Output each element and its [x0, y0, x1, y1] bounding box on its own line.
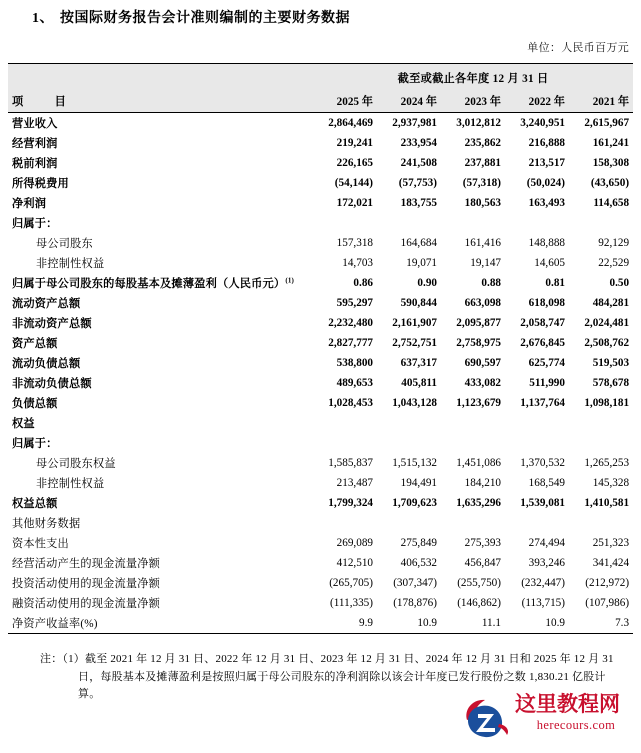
row-value: 161,241 — [592, 137, 630, 149]
row-value: (54,144) — [334, 177, 373, 189]
row-value: 164,684 — [400, 237, 437, 249]
row-value: (307,347) — [393, 577, 437, 589]
row-value: 519,503 — [592, 357, 630, 369]
row-value: 637,317 — [400, 357, 437, 369]
row-value: 184,210 — [464, 477, 501, 489]
table-row — [8, 533, 633, 553]
row-value: 2,864,469 — [328, 117, 373, 129]
row-label: 流动负债总额 — [12, 358, 81, 370]
row-value: 2,758,975 — [456, 337, 501, 349]
row-value: 163,493 — [528, 197, 565, 209]
table-row — [8, 513, 633, 533]
table-body — [8, 113, 633, 634]
table-row — [8, 313, 633, 333]
row-value — [569, 513, 633, 533]
table-row — [8, 193, 633, 213]
row-label: 非流动负债总额 — [12, 378, 92, 390]
table-row — [8, 553, 633, 573]
row-value: 1,635,296 — [456, 497, 501, 509]
row-value: 0.81 — [545, 277, 565, 289]
row-label: 母公司股东 — [36, 238, 93, 250]
row-value: (265,705) — [329, 577, 373, 589]
row-label: 经营活动产生的现金流量净额 — [12, 558, 161, 570]
row-label: 融资活动使用的现金流量净额 — [12, 598, 161, 610]
row-value: 538,800 — [336, 357, 373, 369]
row-value: 168,549 — [528, 477, 565, 489]
page-title — [0, 0, 641, 29]
row-value: (212,972) — [585, 577, 630, 589]
row-value: 663,098 — [464, 297, 501, 309]
row-label: 资本性支出 — [12, 538, 69, 550]
row-value: 22,529 — [598, 257, 630, 269]
row-value: 1,137,764 — [520, 397, 565, 409]
row-label: 非控制性权益 — [36, 258, 105, 270]
row-value — [569, 433, 633, 453]
row-value: 456,847 — [464, 557, 501, 569]
row-value: 578,678 — [592, 377, 630, 389]
row-value: 237,881 — [464, 157, 501, 169]
footnote-content: （1）截至 2021 年 12 月 31 日、2022 年 12 月 31 日、2023 年 12 月 31 日、2024 年 12 月 31 日和 2025 年 12 月 31 日，每股基本及摊薄盈利是按照归属于母公司股东的净利润除以该会计年度已发行股份之数 1,830.21 亿股计算。 — [62, 653, 614, 700]
row-value: 157,318 — [336, 237, 373, 249]
row-value: 172,021 — [336, 197, 373, 209]
column-header-year-2022: 2022 年 — [505, 88, 569, 113]
column-header-year-2024: 2024 年 — [377, 88, 441, 113]
row-value: 2,232,480 — [328, 317, 373, 329]
row-value: 2,161,907 — [392, 317, 437, 329]
row-value: 14,605 — [534, 257, 565, 269]
row-value: 1,539,081 — [520, 497, 565, 509]
row-value: 11.1 — [441, 613, 505, 634]
row-label: 流动资产总额 — [12, 298, 81, 310]
table-row — [8, 213, 633, 233]
table-row — [8, 453, 633, 473]
row-value — [313, 513, 377, 533]
header-blank-cell — [8, 64, 313, 89]
row-value: (50,024) — [526, 177, 565, 189]
row-value: 1,098,181 — [584, 397, 630, 409]
row-value: 3,012,812 — [456, 117, 501, 129]
row-value: 412,510 — [336, 557, 373, 569]
row-value: 511,990 — [529, 377, 565, 389]
row-value: 2,827,777 — [328, 337, 373, 349]
row-label: 归属于母公司股东的每股基本及摊薄盈利（人民币元）$^{(1)}$ — [12, 276, 295, 290]
row-value: 0.50 — [609, 277, 630, 289]
row-value: 10.9 — [377, 613, 441, 634]
row-value: 590,844 — [400, 297, 437, 309]
row-value: 183,755 — [400, 197, 437, 209]
row-value — [377, 433, 441, 453]
footnote-marker: (1) — [285, 276, 295, 285]
footnote-prefix: 注： — [40, 653, 63, 665]
row-value: 406,532 — [400, 557, 437, 569]
row-value: 2,615,967 — [584, 117, 630, 129]
row-value — [441, 213, 505, 233]
table-row — [8, 273, 633, 293]
row-label: 投资活动使用的现金流量净额 — [12, 578, 161, 590]
row-value: 194,491 — [400, 477, 437, 489]
row-value: 180,563 — [464, 197, 501, 209]
column-header-year-2025: 2025 年 — [313, 88, 377, 113]
footnote — [40, 651, 623, 704]
table-row — [8, 613, 633, 634]
row-value: 341,424 — [592, 557, 630, 569]
row-value: 2,937,981 — [392, 117, 437, 129]
row-value — [505, 433, 569, 453]
row-value: 2,752,751 — [392, 337, 437, 349]
table-row — [8, 433, 633, 453]
row-label: 权益总额 — [12, 498, 58, 510]
row-value: 92,129 — [598, 237, 630, 249]
row-value: 9.9 — [313, 613, 377, 634]
row-value: 489,653 — [336, 377, 373, 389]
row-label: 负债总额 — [12, 398, 58, 410]
row-value: (255,750) — [457, 577, 501, 589]
row-value — [377, 513, 441, 533]
row-value — [313, 433, 377, 453]
table-header — [8, 64, 633, 113]
row-value: 10.9 — [505, 613, 569, 634]
row-value: 484,281 — [592, 297, 630, 309]
column-header-year-2021: 2021 年 — [569, 88, 633, 113]
row-value: 219,241 — [336, 137, 373, 149]
row-value: 213,517 — [528, 157, 565, 169]
row-value: 148,888 — [528, 237, 565, 249]
row-value: 1,043,128 — [392, 397, 437, 409]
row-value: 2,095,877 — [456, 317, 501, 329]
row-value: 7.3 — [569, 613, 633, 634]
column-header-year-2023: 2023 年 — [441, 88, 505, 113]
row-value — [505, 213, 569, 233]
row-value: 1,515,132 — [392, 457, 437, 469]
row-label: 其他财务数据 — [12, 518, 81, 530]
row-label: 归属于： — [12, 438, 58, 450]
row-label: 非控制性权益 — [36, 478, 105, 490]
row-value: (57,318) — [462, 177, 501, 189]
row-value: 1,799,324 — [328, 497, 373, 509]
table-row — [8, 333, 633, 353]
row-value: 114,658 — [593, 197, 630, 209]
table-row — [8, 573, 633, 593]
row-value: 0.86 — [353, 277, 373, 289]
row-value — [505, 413, 569, 433]
row-value: 19,071 — [406, 257, 437, 269]
row-value — [441, 513, 505, 533]
row-value: 3,240,951 — [520, 117, 565, 129]
row-value: (232,447) — [521, 577, 565, 589]
table-row — [8, 413, 633, 433]
row-label: 归属于： — [12, 218, 58, 230]
table-row — [8, 293, 633, 313]
row-value: 1,370,532 — [520, 457, 565, 469]
row-value: 161,416 — [464, 237, 501, 249]
row-value: (111,335) — [330, 597, 373, 609]
row-value: 145,328 — [592, 477, 630, 489]
row-value — [313, 413, 377, 433]
financial-table — [8, 63, 633, 634]
row-value: 0.90 — [417, 277, 437, 289]
row-value: 275,849 — [400, 537, 437, 549]
row-value — [377, 413, 441, 433]
row-label: 所得税费用 — [12, 178, 69, 190]
row-value — [441, 413, 505, 433]
row-value: 216,888 — [528, 137, 565, 149]
row-label: 非流动资产总额 — [12, 318, 92, 330]
row-label: 营业收入 — [12, 118, 58, 130]
row-value: 274,494 — [528, 537, 565, 549]
row-value: 233,954 — [400, 137, 437, 149]
row-value: 251,323 — [592, 537, 630, 549]
table-row — [8, 473, 633, 493]
row-value: 269,089 — [336, 537, 373, 549]
row-value: 1,709,623 — [392, 497, 437, 509]
footnote-text — [40, 651, 623, 704]
row-value: 1,265,253 — [584, 457, 630, 469]
page-title-number: 1、 — [32, 11, 54, 26]
row-label: 税前利润 — [12, 158, 58, 170]
table-row — [8, 353, 633, 373]
table-row — [8, 253, 633, 273]
row-value: (113,715) — [521, 597, 565, 609]
watermark-site-url: herecours.com — [536, 718, 616, 732]
row-value: 2,024,481 — [584, 317, 630, 329]
row-value: 1,410,581 — [584, 497, 630, 509]
period-header-label: 截至或截止各年度 12 月 31 日 — [313, 64, 633, 89]
row-value: 595,297 — [336, 297, 373, 309]
row-label: 资产总额 — [12, 338, 58, 350]
row-value — [313, 213, 377, 233]
row-value — [505, 513, 569, 533]
table-header-period-row — [8, 64, 633, 89]
row-value: 19,147 — [470, 257, 501, 269]
watermark-site-name: 这里教程网 — [515, 693, 620, 716]
page-title-text: 按国际财务报告会计准则编制的主要财务数据 — [60, 11, 350, 26]
table-row — [8, 153, 633, 173]
row-label: 母公司股东权益 — [36, 458, 116, 470]
row-value: 2,508,762 — [584, 337, 630, 349]
row-value: 625,774 — [528, 357, 565, 369]
row-value — [441, 433, 505, 453]
table-row — [8, 113, 633, 134]
table-row — [8, 233, 633, 253]
row-value: 690,597 — [464, 357, 501, 369]
row-value — [569, 213, 633, 233]
row-value: 0.88 — [481, 277, 501, 289]
table-row — [8, 373, 633, 393]
row-value: 393,246 — [528, 557, 565, 569]
row-value: 1,123,679 — [456, 397, 501, 409]
table-row — [8, 173, 633, 193]
table-row — [8, 133, 633, 153]
row-value: (178,876) — [393, 597, 437, 609]
row-value: 1,585,837 — [328, 457, 373, 469]
row-value: (57,753) — [398, 177, 437, 189]
table-header-columns-row — [8, 88, 633, 113]
row-value: 14,703 — [342, 257, 373, 269]
row-value: (107,986) — [585, 597, 630, 609]
table-row — [8, 593, 633, 613]
financial-table-container — [8, 63, 633, 634]
row-value: 235,862 — [464, 137, 501, 149]
row-value: 618,098 — [528, 297, 565, 309]
column-header-item: 项 目 — [8, 88, 313, 113]
row-value: (146,862) — [457, 597, 501, 609]
row-value: 405,811 — [401, 377, 437, 389]
row-value: 433,082 — [464, 377, 501, 389]
row-value: 2,676,845 — [520, 337, 565, 349]
row-label: 净利润 — [12, 198, 47, 210]
row-value — [377, 213, 441, 233]
table-row — [8, 393, 633, 413]
row-label: 权益 — [12, 418, 35, 430]
row-value: 1,451,086 — [456, 457, 501, 469]
table-row — [8, 493, 633, 513]
row-value: 226,165 — [336, 157, 373, 169]
unit-note: 单位：人民币百万元 — [527, 42, 629, 54]
row-label: 净资产收益率(%) — [8, 613, 313, 634]
row-value: 275,393 — [464, 537, 501, 549]
row-value: 158,308 — [592, 157, 630, 169]
row-value: 2,058,747 — [520, 317, 565, 329]
row-value: 1,028,453 — [328, 397, 373, 409]
row-value: 213,487 — [336, 477, 373, 489]
row-value — [569, 413, 633, 433]
row-label: 经营利润 — [12, 138, 58, 150]
row-value: 241,508 — [400, 157, 437, 169]
row-value: (43,650) — [590, 177, 630, 189]
